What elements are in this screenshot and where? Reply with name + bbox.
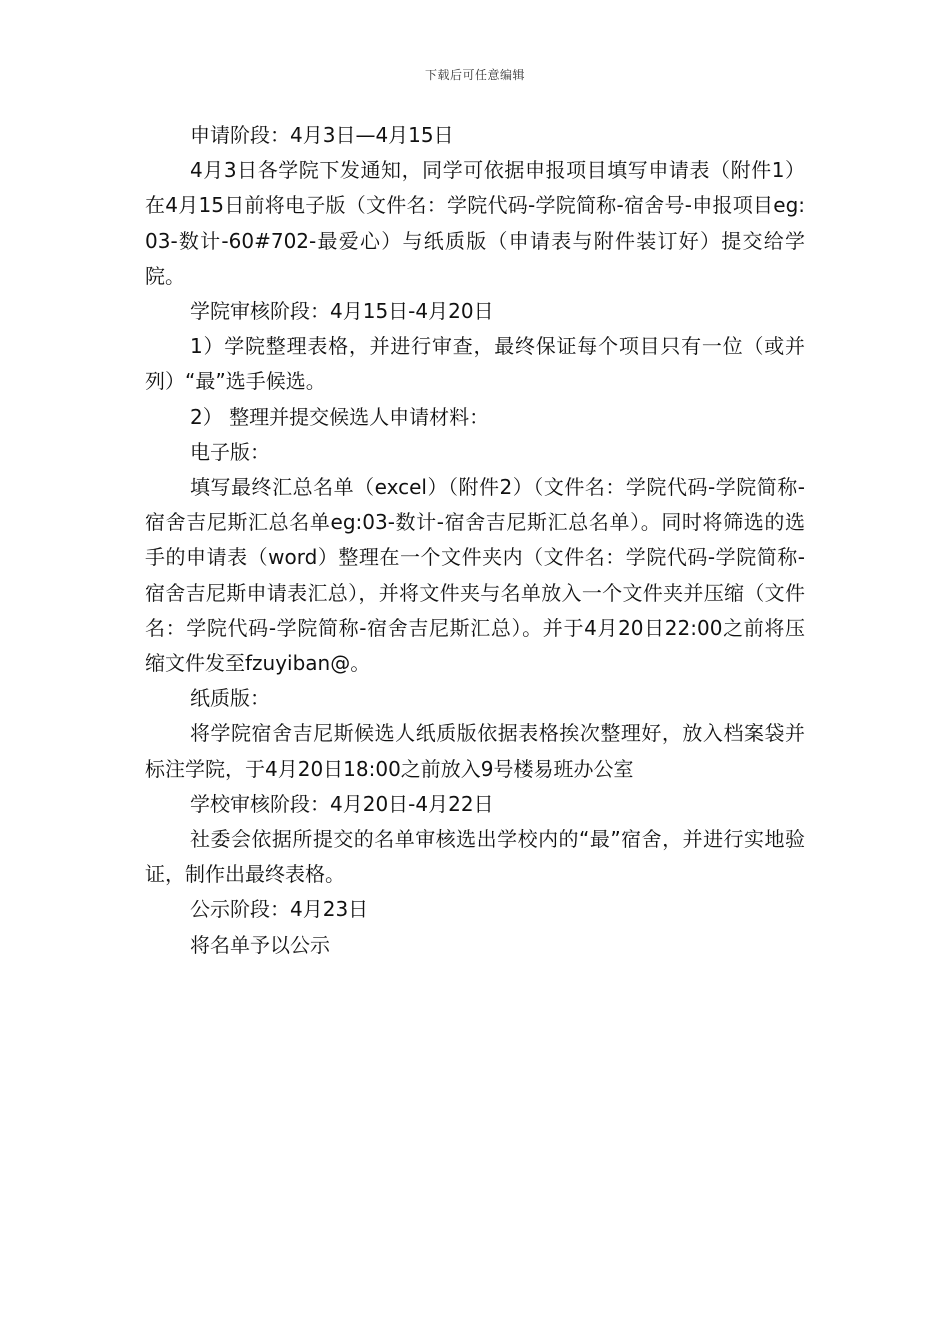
phase-college-review-heading: 学院审核阶段：4月15日-4月20日 [190,299,494,324]
electronic-version-description: 填写最终汇总名单（excel）（附件2）（文件名：学院代码-学院简称-宿舍吉尼斯汇总名单eg:03-数计-宿舍吉尼斯汇总名单）。同时将筛选的选手的申请表（word）整理在一个文件夹内（文件名：学院代码-学院简称-宿舍吉尼斯申请表汇总），并将文件夹与名单放入一个文件夹并压缩（文件名：学院代码-学院简称-宿舍吉尼斯汇总）。并于4月20日22:00之前将压缩文件发至fzuyiban@。 [145,475,805,676]
college-review-step-1: 1）学院整理表格，并进行审查，最终保证每个项目只有一位（或并列）“最”选手候选。 [145,334,805,394]
publicity-description: 将名单予以公示 [190,932,330,957]
document-body [145,118,805,963]
school-review-description: 社委会依据所提交的名单审核选出学校内的“最”宿舍，并进行实地验证，制作出最终表格。 [145,827,805,887]
page-header-note: 下载后可任意编辑 [424,68,525,82]
phase-application-description: 4月3日各学院下发通知，同学可依据申报项目填写申请表（附件1）在4月15日前将电子版（文件名：学院代码-学院简称-宿舍号-申报项目eg:03-数计-60#702-最爱心）与纸质版（申请表与附件装订好）提交给学院。 [145,158,805,288]
phase-application-heading: 申请阶段：4月3日—4月15日 [190,123,454,147]
paper-version-label: 纸质版： [190,686,270,711]
electronic-version-label: 电子版： [190,439,270,464]
phase-publicity-heading: 公示阶段：4月23日 [190,897,369,922]
paper-version-description: 将学院宿舍吉尼斯候选人纸质版依据表格挨次整理好，放入档案袋并标注学院，于4月20日18:00之前放入9号楼易班办公室 [145,721,805,781]
college-review-step-2: 2） 整理并提交候选人申请材料： [190,404,490,429]
phase-school-review-heading: 学校审核阶段：4月20日-4月22日 [190,791,494,816]
